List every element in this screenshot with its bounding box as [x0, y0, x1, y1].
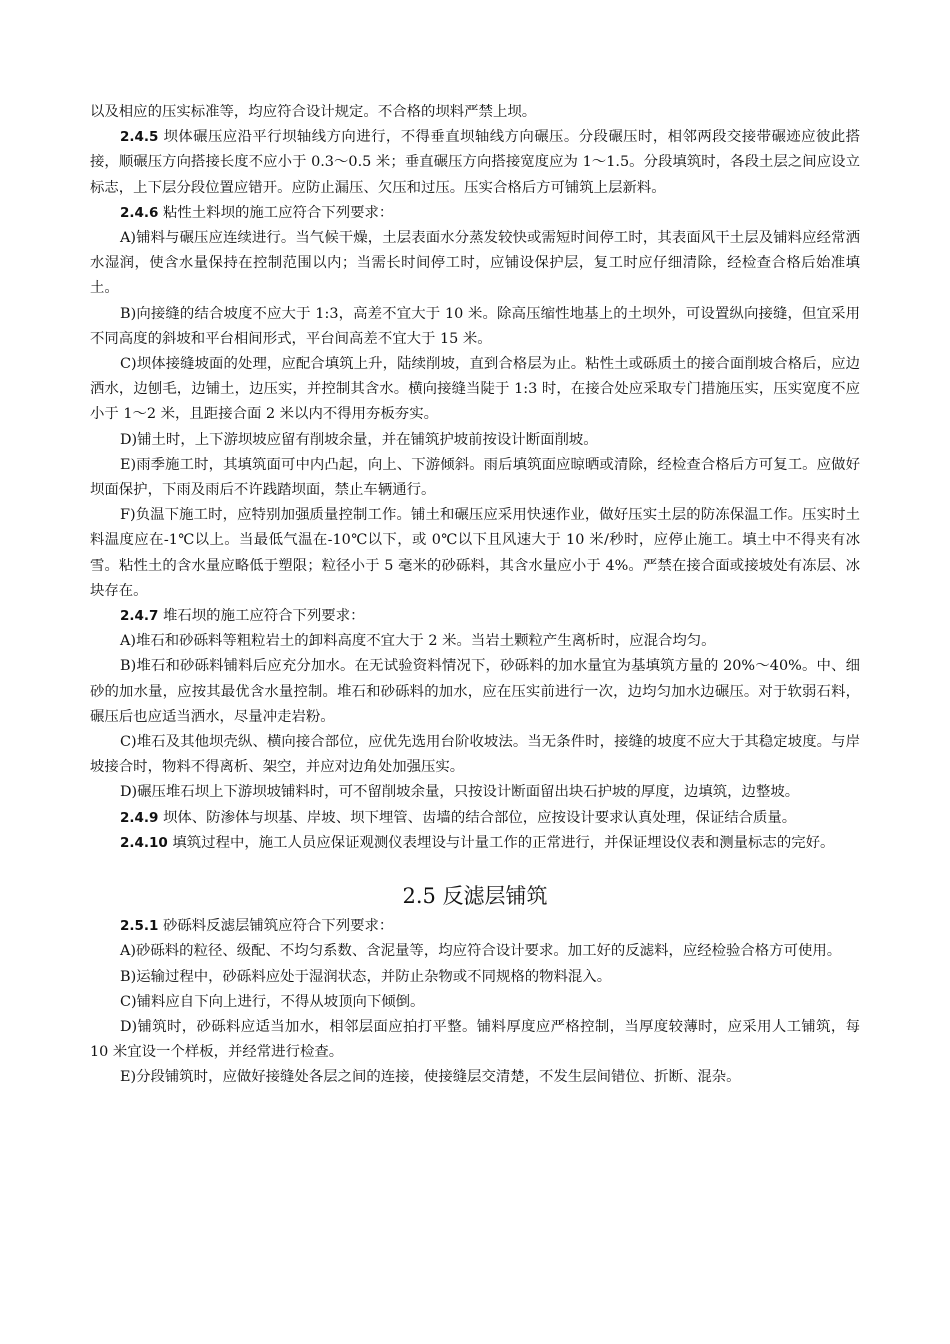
item-2-5-1-e: E)分段铺筑时，应做好接缝处各层之间的连接，使接缝层交清楚，不发生层间错位、折断、混杂。 — [120, 1069, 741, 1086]
clause-text: 砂砾料反滤层铺筑应符合下列要求： — [158, 918, 394, 935]
item-2-5-1-c: C)铺料应自下向上进行，不得从坡顶向下倾倒。 — [120, 993, 425, 1010]
item-2-4-6-c: C)坝体接缝坡面的处理，应配合填筑上升，陆续削坡，直到合格层为止。粘性土或砾质土的接合面削坡合格后，应边洒水，边刨毛，边铺土，边压实，并控制其含水。横向接缝当陡于 1:3 时，在接合处应采取专门措施压实，压实宽度不应小于 1～2 米，且距接合面 2 米以内不得用夯板夯实。 — [90, 356, 861, 423]
clause-number: 2.5.1 — [120, 918, 159, 935]
section-title: 2.5 反滤层铺筑 — [402, 884, 548, 909]
clause-text: 坝体、防渗体与坝基、岸坡、坝下埋管、齿墙的结合部位，应按设计要求认真处理，保证结合质量。 — [158, 809, 797, 826]
item-2-4-6-f: F)负温下施工时，应特别加强质量控制工作。铺土和碾压应采用快速作业，做好压实土层的防冻保温工作。压实时土料温度应在-1℃以上。当最低气温在-10℃以下，或 0℃以下且风速大于 10 米/秒时，应停止施工。填土中不得夹有冰雪。粘性土的含水量应略低于塑限；粒径小于 5 毫米的砂砾料，其含水量应小于 4%。严禁在接合面或接坡处有冻层、冰块存在。 — [90, 507, 860, 599]
item-2-4-6-e: E)雨季施工时，其填筑面可中内凸起，向上、下游倾斜。雨后填筑面应晾晒或清除，经检查合格后方可复工。应做好坝面保护，下雨及雨后不许践踏坝面，禁止车辆通行。 — [90, 456, 860, 499]
clause-2-4-7 — [90, 604, 860, 629]
clause-2-4-10 — [90, 831, 860, 856]
item-2-4-7-b: B)堆石和砂砾料铺料后应充分加水。在无试验资料情况下，砂砾料的加水量宜为基填筑方量的 20%～40%。中、细砂的加水量，应按其最优含水量控制。堆石和砂砾料的加水，应在压实前进行一次，边均匀加水边碾压。对于软弱石料，碾压后也应适当洒水，尽量冲走岩粉。 — [90, 658, 860, 725]
item-2-4-6-a: A)铺料与碾压应连续进行。当气候干燥，土层表面水分蒸发较快或需短时间停工时，其表面风干土层及铺料应经常洒水湿润，使含水量保持在控制范围以内；当需长时间停工时，应铺设保护层，复工时应仔细清除，经检查合格后始准填土。 — [90, 230, 860, 297]
clause-number: 2.4.10 — [120, 834, 168, 851]
clause-2-4-6 — [90, 201, 860, 226]
clause-text: 粘性土料坝的施工应符合下列要求： — [158, 204, 394, 221]
item-2-4-7-a: A)堆石和砂砾料等粗粒岩土的卸料高度不宜大于 2 米。当岩土颗粒产生离析时，应混合均匀。 — [120, 633, 716, 650]
clause-number: 2.4.7 — [120, 608, 159, 625]
clause-number: 2.4.9 — [120, 809, 159, 826]
item-2-4-7-d: D)碾压堆石坝上下游坝坡铺料时，可不留削坡余量，只按设计断面留出块石护坡的厚度，边填筑，边整坡。 — [120, 784, 800, 801]
clause-text: 堆石坝的施工应符合下列要求： — [158, 608, 365, 625]
clause-2-4-9 — [90, 806, 860, 831]
clause-2-5-1 — [90, 914, 860, 939]
clause-2-4-5 — [90, 125, 860, 201]
clause-text: 填筑过程中，施工人员应保证观测仪表埋设与计量工作的正常进行，并保证埋设仪表和测量标志的完好。 — [167, 834, 835, 851]
item-2-4-6-d: D)铺土时，上下游坝坡应留有削坡余量，并在铺筑护坡前按设计断面削坡。 — [120, 431, 598, 448]
item-2-4-7-c: C)堆石及其他坝壳纵、横向接合部位，应优先选用台阶收坡法。当无条件时，接缝的坡度不应大于其稳定坡度。与岸坡接合时，物料不得离析、架空，并应对边角处加强压实。 — [90, 734, 860, 776]
clause-number: 2.4.6 — [120, 204, 159, 221]
item-2-5-1-a: A)砂砾料的粒径、级配、不均匀系数、含泥量等，均应符合设计要求。加工好的反滤料，应经检验合格方可使用。 — [120, 943, 842, 960]
clause-number: 2.4.5 — [120, 129, 159, 146]
clause-text: 坝体碾压应沿平行坝轴线方向进行，不得垂直坝轴线方向碾压。分段碾压时，相邻两段交接带碾迹应彼此搭接，顺碾压方向搭接长度不应小于 0.3～0.5 米；垂直碾压方向搭接宽度应为 1～1.5。分段填筑时，各段土层之间应设立标志，上下层分段位置应错开。应防止漏压、欠压和过压。压实合格后方可铺筑上层新料。 — [90, 129, 860, 196]
item-2-5-1-b: B)运输过程中，砂砾料应处于湿润状态，并防止杂物或不同规格的物料混入。 — [120, 968, 612, 985]
document-body — [90, 100, 860, 1091]
item-2-5-1-d: D)铺筑时，砂砾料应适当加水，相邻层面应拍打平整。铺料厚度应严格控制，当厚度较薄时，应采用人工铺筑，每 10 米宜设一个样板，并经常进行检查。 — [90, 1018, 860, 1061]
item-2-4-6-b: B)向接缝的结合坡度不应大于 1:3，高差不宜大于 10 米。除高压缩性地基上的土坝外，可设置纵向接缝，但宜采用不同高度的斜坡和平台相间形式，平台间高差不宜大于 15 米。 — [90, 305, 860, 347]
paragraph-continuation: 以及相应的压实标准等，均应符合设计规定。不合格的坝料严禁上坝。 — [90, 104, 537, 120]
